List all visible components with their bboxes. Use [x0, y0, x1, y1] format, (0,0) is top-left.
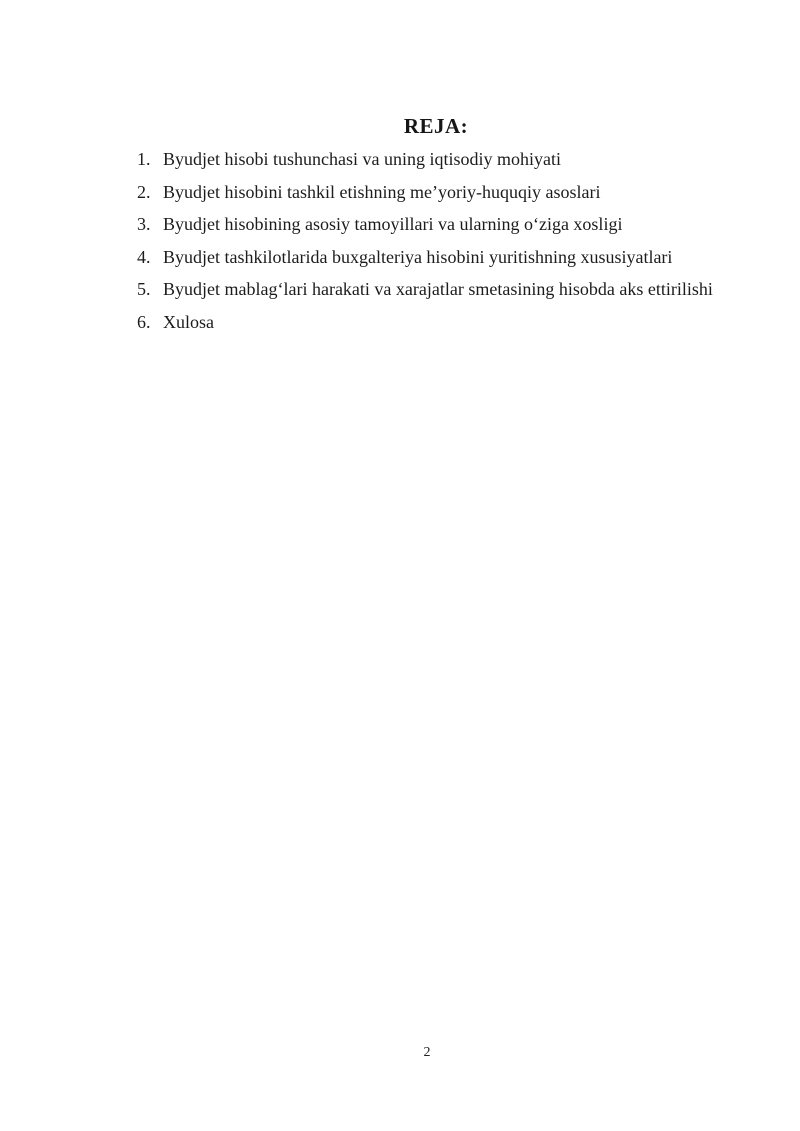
list-item — [137, 273, 757, 306]
item-number: 4. — [137, 246, 151, 267]
item-text: Xulosa — [163, 311, 214, 332]
item-number: 6. — [137, 311, 151, 332]
item-number: 5. — [137, 279, 151, 300]
list-item — [137, 208, 757, 241]
item-text: Byudjet hisobi tushunchasi va uning iqtisodiy mohiyati — [163, 149, 561, 169]
list-item — [137, 241, 757, 274]
list-item — [137, 306, 757, 339]
list-item — [137, 143, 757, 176]
item-number: 1. — [137, 149, 151, 169]
item-text: Byudjet tashkilotlarida buxgalteriya hisobini yuritishning xususiyatlari — [163, 246, 673, 267]
plan-list — [137, 143, 757, 339]
page-title: REJA: — [403, 114, 469, 138]
item-number: 3. — [137, 214, 151, 235]
page-number: 2 — [423, 1045, 431, 1060]
item-text: Byudjet mablag‘lari harakati va xarajatlar smetasining hisobda aks ettirilishi — [163, 279, 713, 300]
item-text: Byudjet hisobining asosiy tamoyillari va ularning o‘ziga xosligi — [163, 214, 623, 235]
item-number: 2. — [137, 181, 151, 202]
list-item — [137, 176, 757, 209]
item-text: Byudjet hisobini tashkil etishning me’yoriy-huquqiy asoslari — [163, 181, 601, 202]
